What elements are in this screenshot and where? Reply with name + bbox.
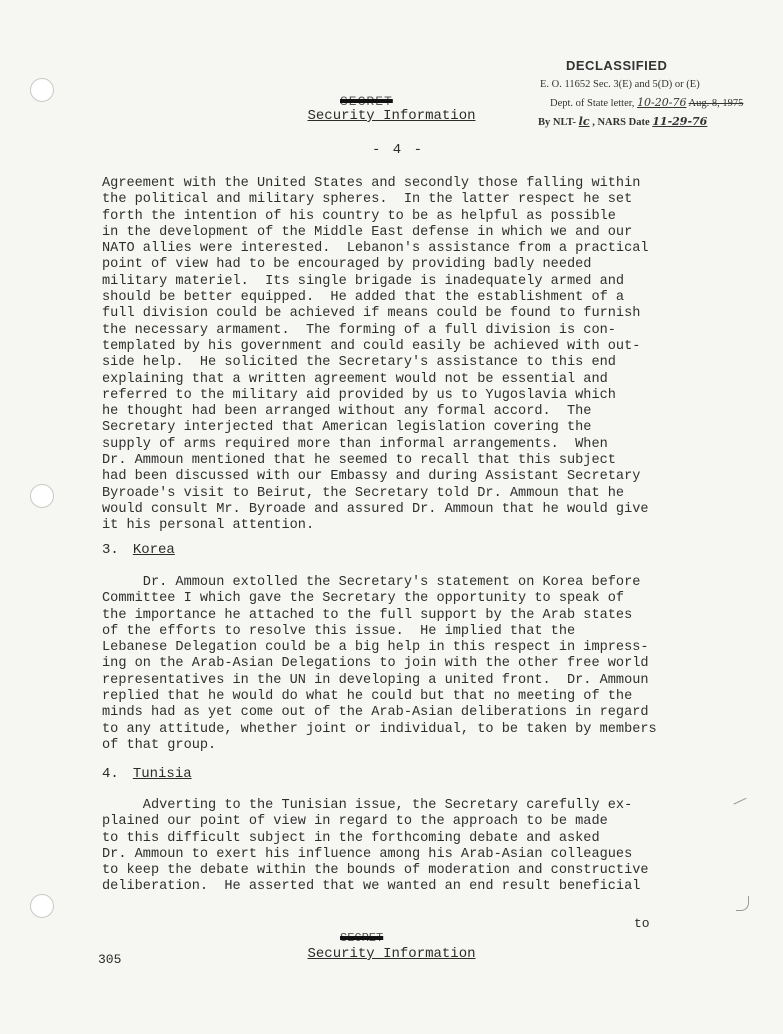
text-line: Secretary interjected that American legislation covering the — [102, 420, 592, 436]
section-number-3: 3. — [102, 542, 119, 558]
struck-classification-top — [340, 92, 420, 109]
stamp-letter-prefix: Dept. of State letter, — [550, 98, 638, 109]
text-line: forth the intention of his country to be as helpful as possible — [102, 208, 616, 224]
text-line: of that group. — [102, 737, 217, 753]
text-line: Lebanese Delegation could be a big help in this respect in impress- — [102, 640, 649, 656]
stamp-nars-date: 11-29-76 — [652, 115, 708, 128]
struck-classification-top-text: SECRET — [340, 94, 393, 109]
page-number: - 4 - — [372, 142, 425, 158]
text-line: the importance he attached to the full support by the Arab states — [102, 607, 633, 623]
stamp-title: DECLASSIFIED — [566, 58, 668, 73]
text-line: should be better equipped. He added that the establishment of a — [102, 290, 625, 306]
text-line: point of view had to be encouraged by providing badly needed — [102, 257, 592, 273]
text-line: representatives in the UN in developing a united front. Dr. Ammoun — [102, 672, 649, 688]
stamp-letter-handwritten: 10-20-76 — [637, 96, 687, 109]
text-line: in the development of the Middle East defense in which we and our — [102, 224, 633, 240]
paragraph-korea — [102, 575, 762, 754]
text-line: referred to the military aid provided by us to Yugoslavia which — [102, 387, 616, 403]
punch-hole-top — [30, 78, 54, 102]
text-line: he thought had been arranged without any formal accord. The — [102, 404, 592, 420]
punch-hole-bottom — [30, 894, 54, 918]
text-line: explaining that a written agreement would not be essential and — [102, 371, 608, 387]
security-info-header — [0, 108, 783, 124]
archive-page-number: 305 — [98, 952, 122, 967]
stamp-nlt-prefix: By NLT- — [538, 117, 579, 128]
struck-classification-bottom-text: SECRET — [340, 931, 384, 945]
text-line: ing on the Arab-Asian Delegations to join with the other free world — [102, 656, 649, 672]
section-number-4: 4. — [102, 766, 119, 782]
text-line: Dr. Ammoun mentioned that he seemed to recall that this subject — [102, 453, 616, 469]
paragraph-military-aid — [102, 176, 762, 535]
text-line: Agreement with the United States and secondly those falling within — [102, 176, 641, 191]
text-line: Dr. Ammoun extolled the Secretary's statement on Korea before — [102, 575, 641, 590]
section-title-korea: Korea — [132, 542, 175, 558]
text-line: the necessary armament. The forming of a full division is con- — [102, 322, 616, 338]
stamp-nlt-initials: lc — [578, 115, 590, 128]
text-line: the political and military spheres. In the latter respect he set — [102, 192, 633, 208]
text-line: full division could be achieved if means could be found to furnish — [102, 306, 641, 322]
stamp-nars-label: , NARS Date — [589, 117, 653, 128]
text-line: Adverting to the Tunisian issue, the Secretary carefully ex- — [102, 798, 633, 813]
stamp-letter-struck-date: Aug. 8, 1975 — [688, 98, 744, 109]
paragraph-tunisia — [102, 798, 762, 896]
text-line: had been discussed with our Embassy and during Assistant Secretary — [102, 469, 641, 485]
text-line: Byroade's visit to Beirut, the Secretary told Dr. Ammoun that he — [102, 485, 625, 501]
text-line: replied that he would do what he could but that no meeting of the — [102, 689, 633, 705]
text-line: supply of arms required more than informal arrangements. When — [102, 436, 608, 452]
stamp-line-authority: E. O. 11652 Sec. 3(E) and 5(D) or (E) — [540, 79, 700, 90]
punch-hole-middle — [30, 484, 54, 508]
pencil-mark-corner — [736, 896, 749, 911]
struck-classification-bottom — [340, 928, 383, 946]
section-heading-tunisia — [102, 766, 192, 782]
text-line: Committee I which gave the Secretary the opportunity to speak of — [102, 591, 625, 607]
text-line: military materiel. Its single brigade is inadequately armed and — [102, 273, 625, 289]
text-line: would consult Mr. Byroade and assured Dr. Ammoun that he would give — [102, 501, 649, 517]
text-line: it his personal attention. — [102, 518, 315, 534]
text-line: deliberation. He asserted that we wanted an end result beneficial — [102, 879, 641, 895]
text-line: plained our point of view in regard to the approach to be made — [102, 814, 608, 830]
text-line: to any attitude, whether joint or individual, to be taken by members — [102, 721, 657, 737]
text-line: of the efforts to resolve this issue. He implied that the — [102, 623, 576, 639]
section-heading-korea — [102, 542, 175, 558]
text-line: templated by his government and could easily be achieved with out- — [102, 338, 641, 354]
text-line: to keep the debate within the bounds of moderation and constructive — [102, 863, 649, 879]
text-line: NATO allies were interested. Lebanon's assistance from a practical — [102, 241, 649, 257]
text-line: minds had as yet come out of the Arab-Asian deliberations in regard — [102, 705, 649, 721]
text-line: to this difficult subject in the forthcoming debate and asked — [102, 830, 600, 846]
text-line: side help. He solicited the Secretary's assistance to this end — [102, 355, 616, 371]
text-line: Dr. Ammoun to exert his influence among his Arab-Asian colleagues — [102, 846, 633, 862]
security-info-header-text: Security Information — [307, 108, 476, 124]
continuation-word: to — [634, 916, 650, 931]
section-title-tunisia: Tunisia — [132, 766, 192, 782]
security-info-footer: Security Information — [307, 946, 476, 962]
